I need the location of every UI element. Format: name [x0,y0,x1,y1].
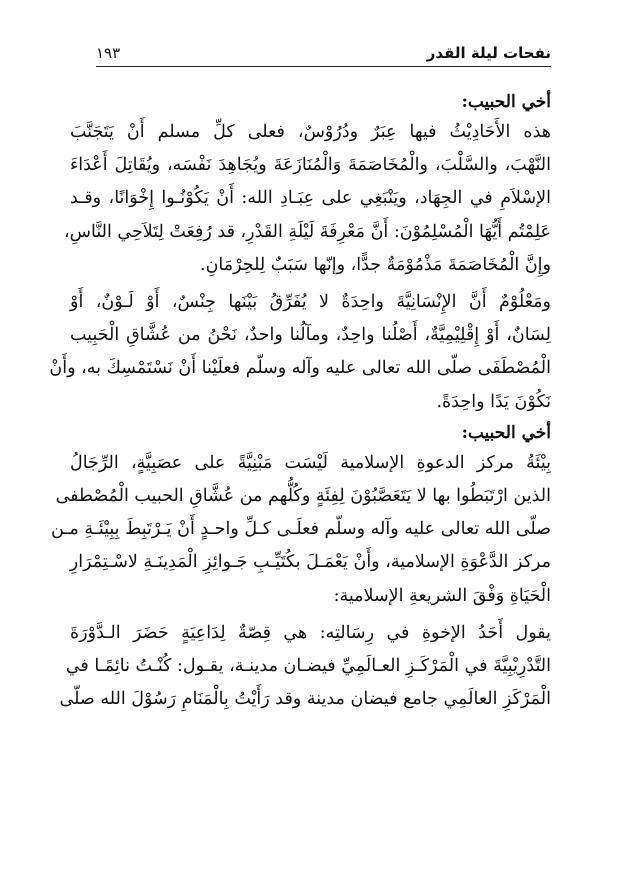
text-line: لِسَانٌ، أَوْ إِقْلِيْمِيَّةٌ، أَصْلُنا واحِدٌ، ومآلُنا واحدٌ، نَحْنُ من عُشَّاقِ الْحَبِيب [70,325,551,346]
page-number: ١٩٣ [96,44,121,62]
paragraph [49,286,551,419]
paragraph [59,617,551,717]
text-line: الإسْلاَمِ في الجِهَاد، ويَنْبَغِي على عِبَـادِ الله: أَنْ يَكُوْنُـوا إِخْوَانًا، وقـد [70,188,551,209]
page-header [96,40,551,62]
running-title: نفحات ليلة القدر [426,44,551,62]
text-line: يقول أَحَدُ الإخوةِ في رِسَالتِه: هي قِصّةٌ لِدَاعِيَةٍ حَضَرَ الـدَّوْرَةَ [70,622,551,643]
header-rule [96,66,551,67]
section-heading: أخي الحبيب: [461,92,551,112]
text-line: النَّهْبَ، والسَّلْبَ، والْمُخَاصَمَةَ وَالْمُنَازَعَةَ ويُجَاهِدَ نَفْسَه، ويُقَاتِلَ أَعْدَاءَ [70,155,551,176]
text-line: مركز الدَّعْوَةِ الإسلامية، وأَنْ يَعْمَـلَ بكُتَيِّـبِ جَـوائِزِ الْمَدِينَـةِ لاسْـتِمْرَارِ [69,552,551,573]
text-line: الْمُصْطَفَى صلّى الله تعالى عليه وآله وسلّم فعلَيْنا أَنْ نَسْتَمْسِكَ به، وأَنْ [49,358,551,379]
paragraph [64,116,551,282]
text-line: الذين ارْتَبَطُوا بها لا يَتَعَصَّبُوْنَ لِفِئَةٍ وكُلُّهم من عُشَّاقِ الحبيب الْمُصْطفى [55,486,551,507]
paragraph [50,447,551,613]
text-line: هذه الأَحَادِيْثُ فيها عِبَرٌ ودُرُوْسٌ، فعلى كلِّ مسلم أَنْ يَتَجَنَّبَ [70,122,551,142]
text-line: الْمَرْكَزِ العالَمِي جامع فيضان مدينة وقد رَأَيْتُ بِالْمَنَامِ رَسُوْلَ الله صلّى [59,689,551,710]
text-line: بِيْئَةُ مركز الدعوةِ الإسلامية لَيْسَت مَبْنِيَّةً على عصَبِيَّةٍ، الرِّجَالُ [70,452,551,473]
page-body [49,88,551,716]
text-line: عَلِمْتُم أَيُّهَا الْمُسْلِمُوْنَ: أَنَّ مَعْرِفَةَ لَيْلَةِ القَدْرِ، قد رُفِعَتْ لِتَلاَحِي النَّاسِ، [64,221,551,242]
text-line: الْحَيَاةِ وَفْقَ الشريعةِ الإسلامية: [333,585,551,606]
text-line: وإِنَّ الْمُخَاصَمَةَ مَذْمُوْمَةٌ جدًّا، وإنّها سَبَبٌ لِلحِرْمَانِ. [200,254,551,275]
section-heading: أخي الحبيب: [461,422,551,443]
text-line: نَكُوْنَ يَدًا واحِدَةً. [436,391,551,412]
text-line: ومَعْلُوْمٌ أَنَّ الإِنْسَانِيَّةَ واحِدَةٌ لا يُفَرِّقُ بَيْنَها جِنْسٌ، أَوْ لَـوْنٌ، أَوْ [70,292,551,313]
text-line: صلّى الله تعالى عليه وآله وسلّم فعلَـى كـلِّ واحـدٍ أَنْ يَـرْتَبِطَ بِبِيْئَـةِ مـن [50,519,551,540]
text-line: التَّدْرِيْبِيَّةَ في الْمَرْكَـزِ العـالَمِيِّ فيضـان مدينـة، يقـول: كُنْـتُ نائِمًـا في [65,656,551,677]
